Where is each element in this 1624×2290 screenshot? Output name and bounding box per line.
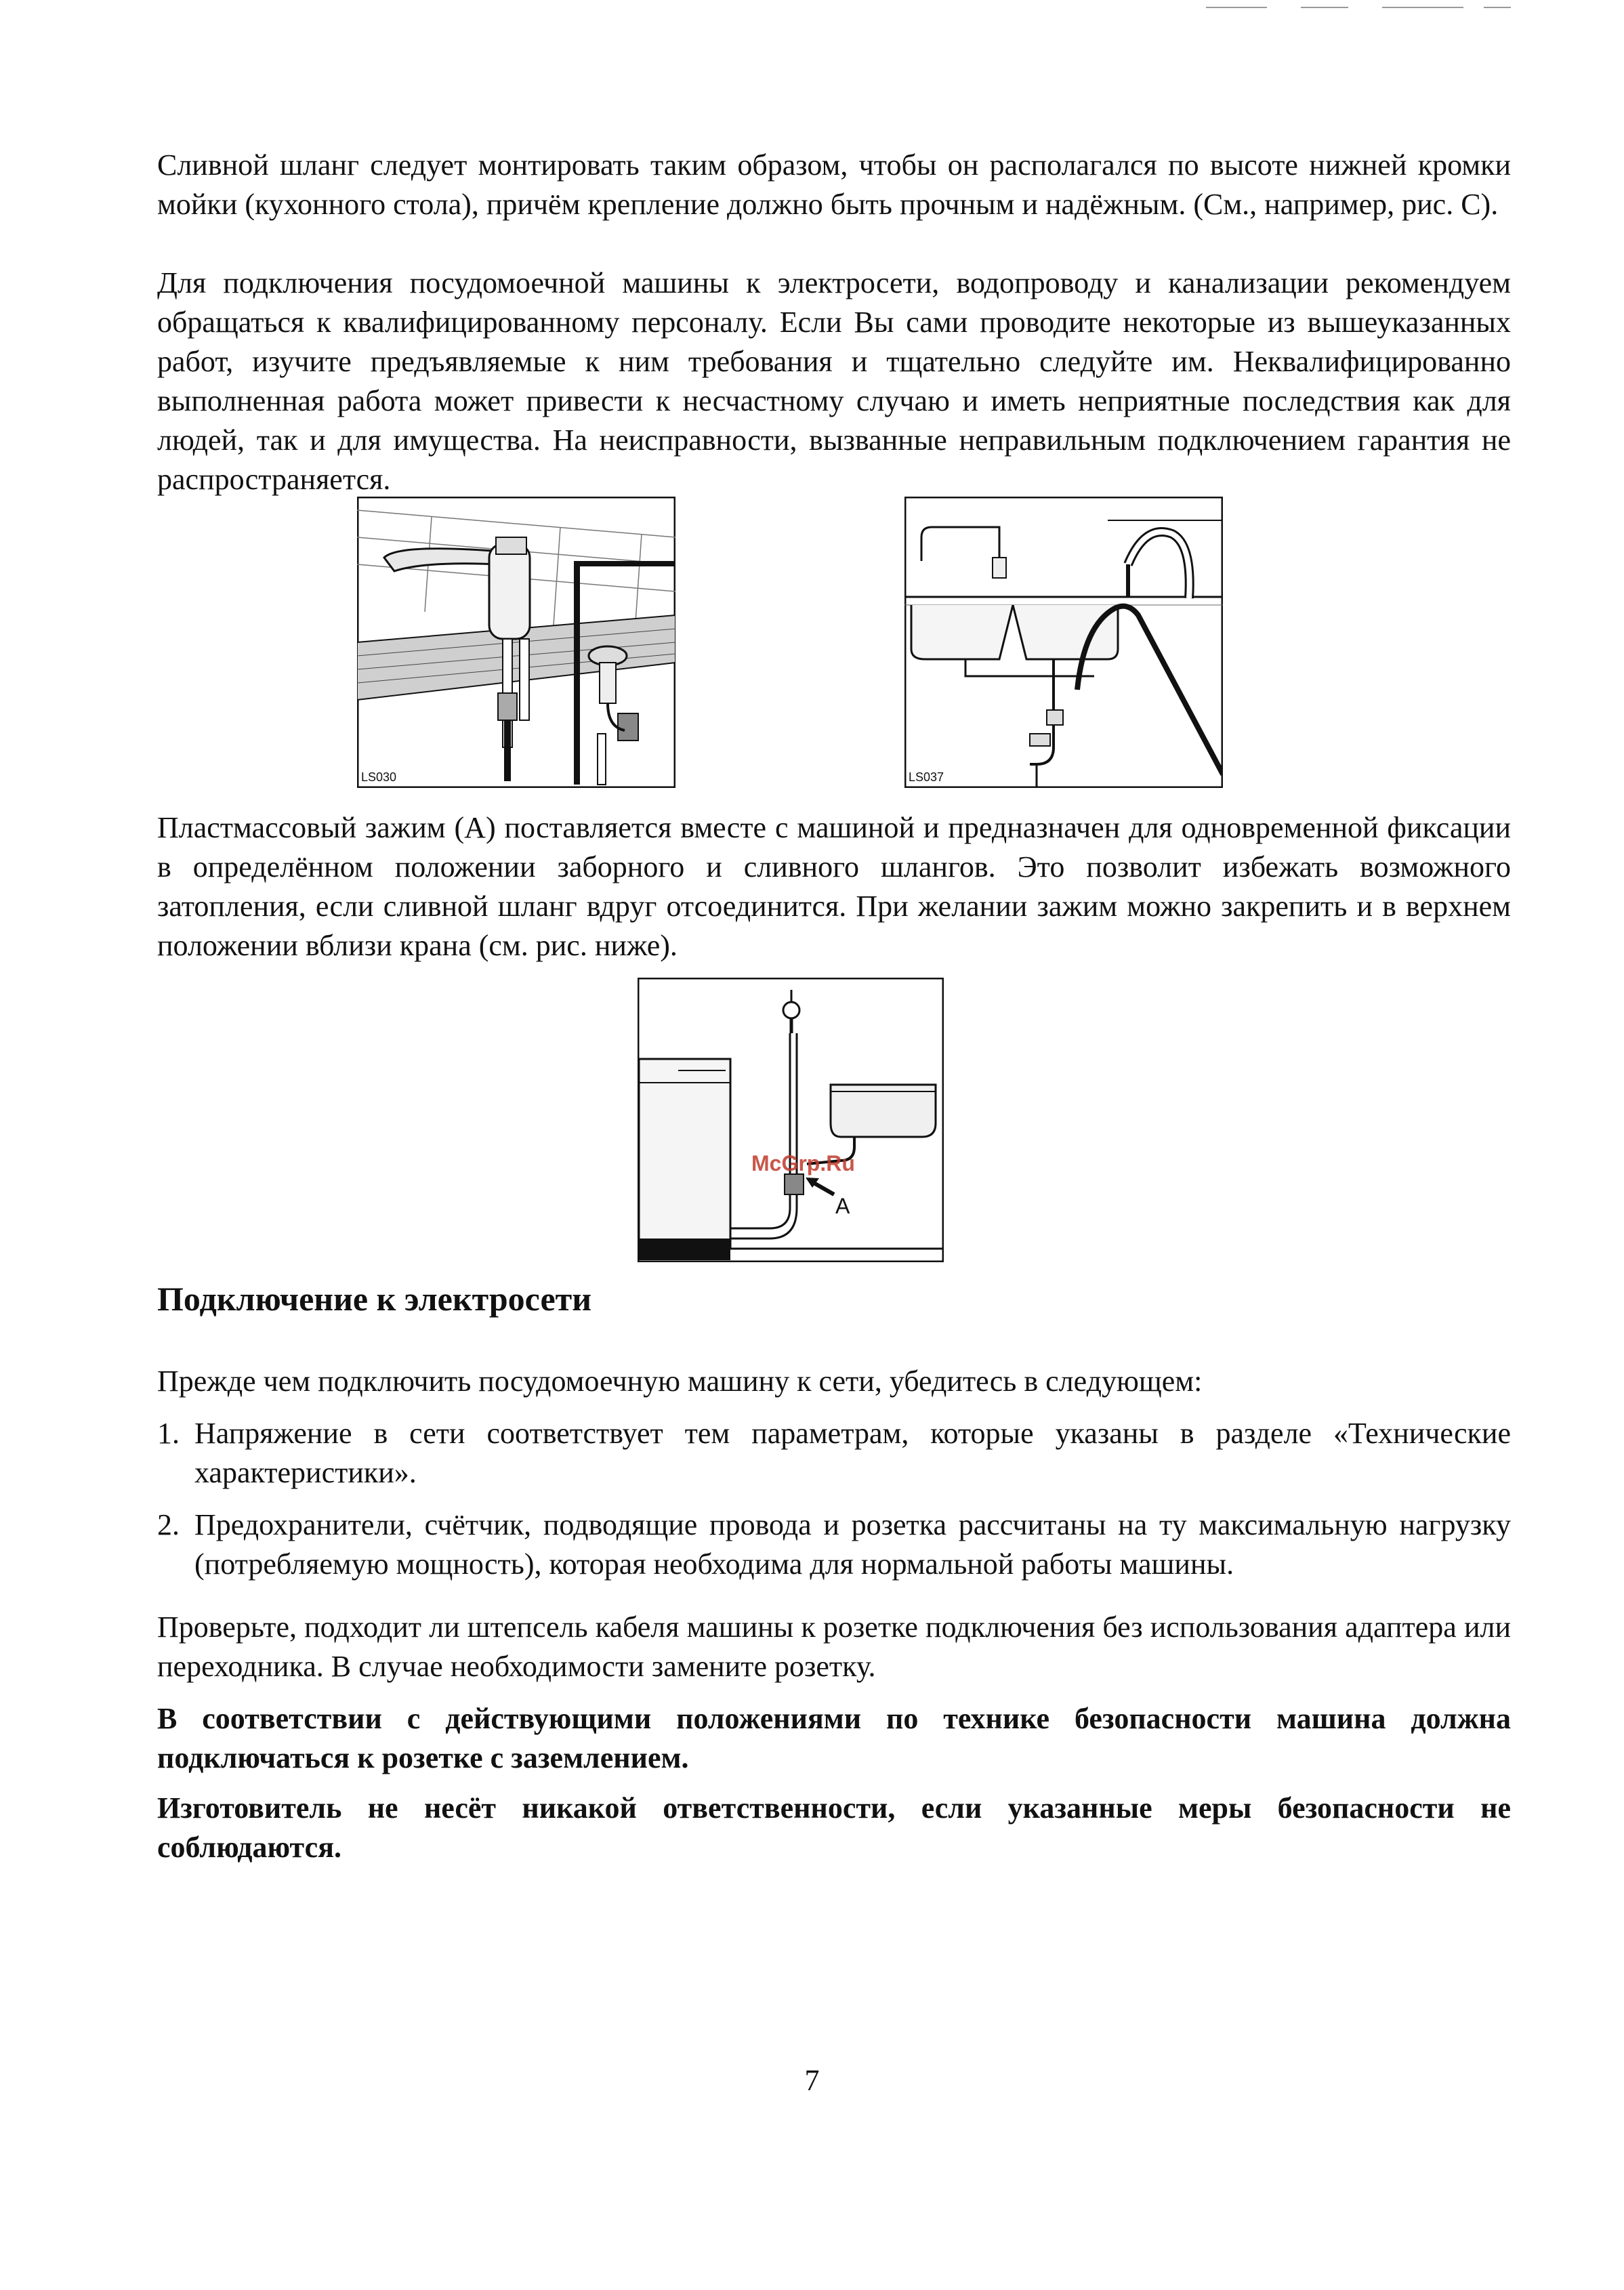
figure-clamp-position <box>638 978 944 1262</box>
page-number: 7 <box>804 2064 820 2097</box>
tap-illustration <box>357 497 675 788</box>
scan-artifact-line <box>1484 7 1511 8</box>
scan-artifact-line <box>1382 7 1463 8</box>
section-heading: Подключение к электросети <box>157 1280 592 1318</box>
paragraph-plug-check: Проверьте, подходит ли штепсель кабеля машины к розетке подключения без использования адаптера или переходника. В случае необходимости замените розетку. <box>157 1610 1511 1683</box>
figure-sink-drain <box>904 497 1223 788</box>
list-number: 2. <box>157 1508 180 1541</box>
list-number: 1. <box>157 1417 180 1450</box>
paragraph-before-connecting: Прежде чем подключить посудомоечную машину к сети, убедитесь в следующем: <box>157 1365 1203 1398</box>
paragraph-grounding: В соответствии с действующими положениями по технике безопасности машина должна подключаться к розетке с заземлением. <box>157 1702 1511 1774</box>
paragraph-drain-hose: Сливной шланг следует монтировать таким образом, чтобы он располагался по высоте нижней кромки мойки (кухонного стола), причём крепление должно быть прочным и надёжным. (См., например, рис. С). <box>157 148 1511 221</box>
list-item <box>157 1414 1511 1493</box>
clamp-illustration <box>638 978 944 1262</box>
paragraph-connection-warning: Для подключения посудомоечной машины к электросети, водопроводу и канализации рекомендуем обращаться к квалифицированному персоналу. Если Вы сами проводите некоторые из вышеуказанных работ, изучите предъявляемые к ним требования и тщательно следуйте им. Неквалифицированно выполненная работа может привести к несчастному случаю и иметь неприятные последствия как для людей, так и для имущества. На неисправности, вызванные неправильным подключением гарантия не распространяется. <box>157 266 1511 496</box>
scan-artifact-line <box>1206 7 1267 8</box>
sink-drain-illustration <box>904 497 1223 788</box>
paragraph-plastic-clamp: Пластмассовый зажим (А) поставляется вместе с машиной и предназначен для одновременной фиксации в определённом положении заборного и сливного шлангов. Это позволит избежать возможного затопления, если сливной шланг вдруг отсоединится. При желании зажим можно закрепить и в верхнем положении вблизи крана (см. рис. ниже). <box>157 811 1511 962</box>
figure-code-ls030: LS030 <box>361 770 397 784</box>
figure-code-ls037: LS037 <box>909 770 944 784</box>
watermark-text: McGrp.Ru <box>751 1151 855 1175</box>
list-text: Предохранители, счётчик, подводящие провода и розетка рассчитаны на ту максимальную нагрузку (потребляемую мощность), которая необходима для нормальной работы машины. <box>194 1508 1511 1581</box>
paragraph-manufacturer-liability: Изготовитель не несёт никакой ответственности, если указанные меры безопасности не соблюдаются. <box>157 1791 1511 1864</box>
list-text: Напряжение в сети соответствует тем параметрам, которые указаны в разделе «Технические характеристики». <box>194 1417 1511 1489</box>
clamp-label-a: A <box>835 1194 850 1218</box>
figure-tap-connection <box>357 497 675 788</box>
list-item <box>157 1505 1511 1584</box>
scan-artifact-line <box>1301 7 1348 8</box>
